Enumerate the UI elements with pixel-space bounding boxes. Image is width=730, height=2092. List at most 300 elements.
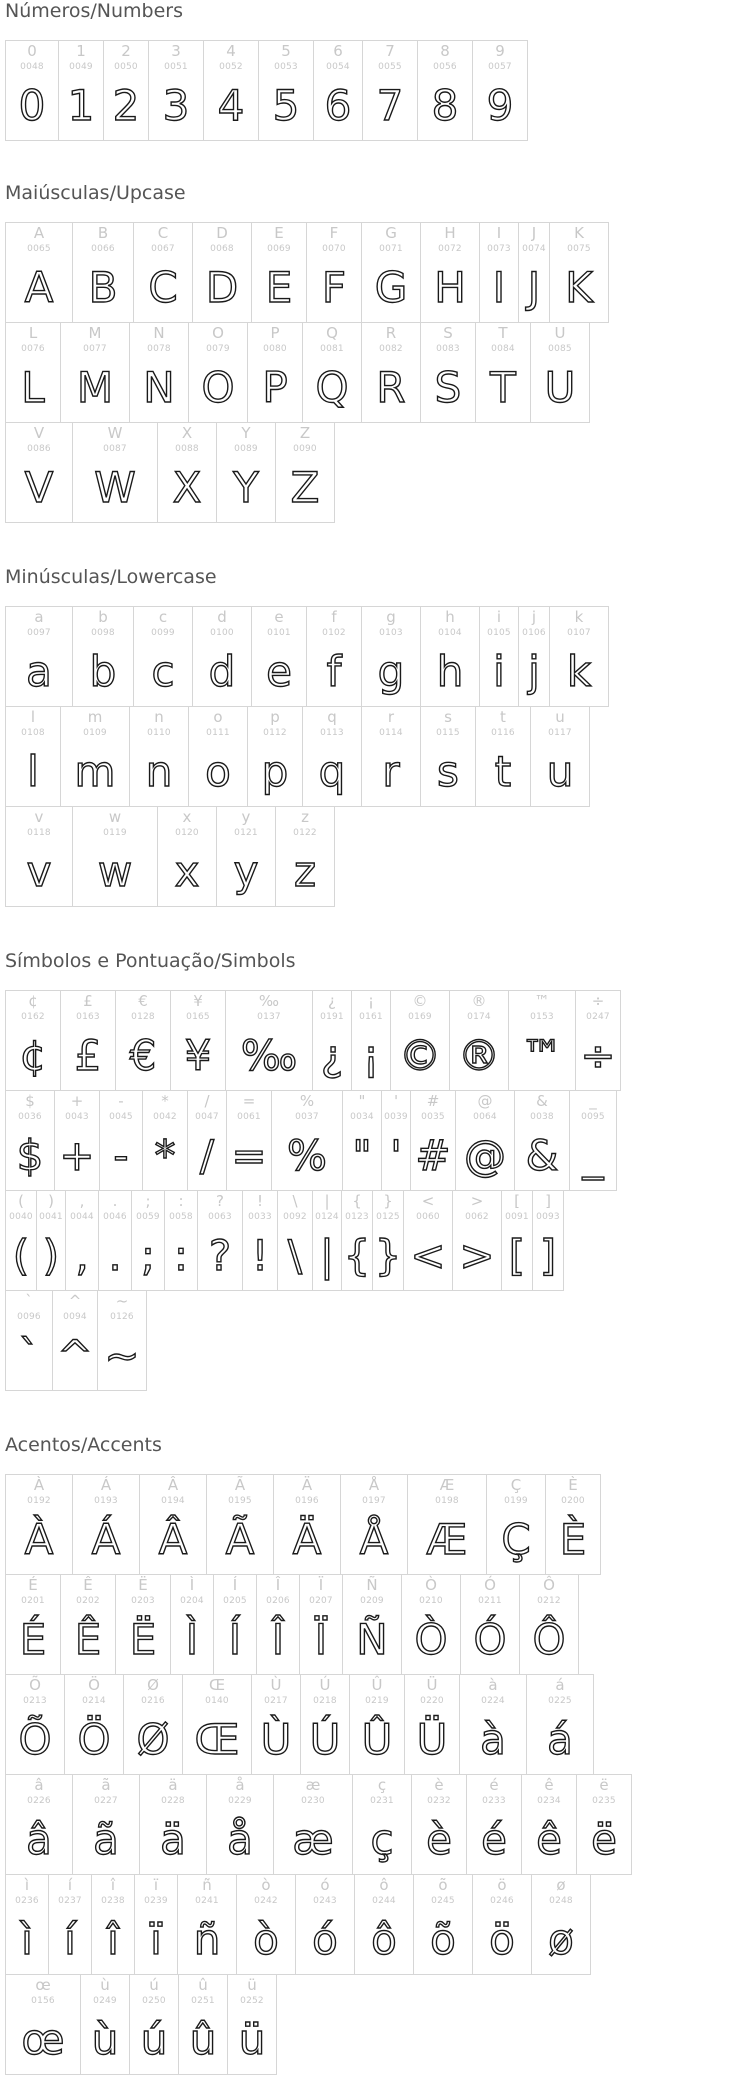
glyph-code-label: 0203 [131,1596,155,1606]
glyph-character-label: ï [153,1876,159,1894]
glyph-cell [133,606,193,707]
glyph-code-label: 0246 [490,1896,514,1906]
glyph-cell [472,40,528,141]
glyph-character-label: 0 [27,42,37,60]
glyph-code-label: 0247 [586,1012,610,1022]
glyph-character-label: Y [241,424,251,442]
glyph-sample: Z [290,463,320,512]
glyph-character-label: ? [216,1192,224,1210]
glyph-cell [299,1574,343,1675]
glyph-cell [403,1190,453,1291]
glyph-cell [115,990,171,1091]
glyph-sample: } [374,1231,402,1280]
glyph-cell [5,990,61,1091]
glyph-cell [192,606,252,707]
glyph-cell [472,1874,532,1975]
glyph-code-label: 0217 [264,1696,288,1706]
glyph-character-label: Â [167,1476,179,1494]
glyph-cell [545,1474,601,1575]
glyph-character-label: \ [292,1192,298,1210]
glyph-sample: ` [18,1331,40,1380]
glyph-character-label: H [444,224,456,242]
glyph-cell [275,806,335,907]
glyph-character-label: ë [599,1776,609,1794]
glyph-character-label: J [531,224,537,242]
glyph-cell [91,1874,135,1975]
glyph-sample: O [201,363,235,412]
glyph-sample: # [415,1131,451,1180]
glyph-character-label: n [154,708,164,726]
glyph-character-label: û [198,1976,208,1994]
glyph-character-label: ò [261,1876,271,1894]
glyph-cell [417,40,473,141]
glyph-cell [479,222,519,323]
glyph-code-label: 0049 [69,62,93,72]
glyph-character-label: Õ [29,1676,41,1694]
glyph-cell [177,1874,237,1975]
glyph-cell [52,1290,98,1391]
glyph-code-label: 0052 [219,62,243,72]
glyph-cell [170,1574,214,1675]
glyph-cell [273,1474,341,1575]
glyph-sample: I [492,263,506,312]
glyph-sample: g [377,647,405,696]
glyph-row [5,1290,620,1391]
glyph-sample: È [559,1515,587,1564]
glyph-character-label: 3 [171,42,181,60]
glyph-code-label: 0098 [91,628,115,638]
glyph-sample: ì [21,1915,33,1964]
glyph-cell [372,1190,404,1291]
glyph-code-label: 0229 [228,1796,252,1806]
glyph-character-label: ú [149,1976,159,1994]
glyph-sample: n [145,747,173,796]
glyph-code-label: 0224 [481,1696,505,1706]
glyph-sample: _ [582,1131,604,1180]
glyph-character-label: Á [100,1476,112,1494]
glyph-cell [277,1190,313,1291]
glyph-sample: < [410,1231,446,1280]
glyph-code-label: 0125 [376,1212,400,1222]
glyph-cell [72,1774,140,1875]
glyph-code-label: 0212 [537,1596,561,1606]
glyph-code-label: 0073 [487,244,511,254]
glyph-character-label: c [158,608,168,626]
glyph-cell [362,40,418,141]
glyph-character-label: X [181,424,193,442]
glyph-cell [271,1090,343,1191]
glyph-sample: ® [458,1031,500,1080]
glyph-sample: ¥ [184,1031,212,1080]
glyph-sample: Å [359,1515,389,1564]
glyph-cell [213,1574,257,1675]
glyph-cell [530,706,590,807]
glyph-sample: G [374,263,408,312]
glyph-character-label: Æ [439,1476,455,1494]
glyph-code-label: 0062 [465,1212,489,1222]
glyph-sample: Ö [77,1715,111,1764]
glyph-code-label: 0089 [234,444,258,454]
glyph-character-label: u [555,708,565,726]
glyph-cell [203,40,259,141]
glyph-character-label: O [212,324,224,342]
glyph-code-label: 0085 [548,344,572,354]
glyph-code-label: 0194 [161,1496,185,1506]
glyph-cell [514,1090,570,1191]
glyph-code-label: 0219 [365,1696,389,1706]
glyph-cell [72,222,134,323]
glyph-character-label: 5 [281,42,291,60]
glyph-character-label: ¥ [193,992,203,1010]
glyph-row [5,422,608,523]
glyph-character-label: ™ [534,992,550,1010]
glyph-character-label: 7 [385,42,395,60]
glyph-cell [98,1190,132,1291]
glyph-cell [420,322,476,423]
glyph-code-label: 0123 [345,1212,369,1222]
glyph-character-label: Ä [301,1476,313,1494]
glyph-cell [349,1674,405,1775]
glyph-code-label: 0058 [169,1212,193,1222]
glyph-sample: ø [548,1915,574,1964]
glyph-sample: Ñ [356,1615,388,1664]
glyph-character-label: 2 [121,42,131,60]
glyph-code-label: 0053 [274,62,298,72]
glyph-code-label: 0045 [109,1112,133,1122]
glyph-character-label: : [178,1192,184,1210]
glyph-cell [518,222,550,323]
glyph-sample: , [75,1231,89,1280]
glyph-cell [413,1874,473,1975]
glyph-character-label: Å [368,1476,380,1494]
glyph-sample: á [547,1715,573,1764]
glyph-character-label: Ø [147,1676,159,1694]
glyph-sample: P [262,363,288,412]
glyph-code-label: 0218 [313,1696,337,1706]
glyph-cell [72,806,158,907]
glyph-code-label: 0243 [313,1896,337,1906]
glyph-character-label: è [434,1776,444,1794]
glyph-character-label: A [33,224,45,242]
glyph-sample: Æ [426,1515,468,1564]
glyph-cell [54,1090,100,1191]
glyph-rows [5,606,608,907]
glyph-code-label: 0216 [141,1696,165,1706]
glyph-code-label: 0046 [103,1212,127,1222]
glyph-character-label: ü [247,1976,257,1994]
glyph-sample: o [205,747,231,796]
glyph-cell [549,222,609,323]
glyph-cell [302,706,362,807]
glyph-code-label: 0201 [21,1596,45,1606]
glyph-code-label: 0235 [592,1796,616,1806]
glyph-cell [5,1674,65,1775]
glyph-code-label: 0124 [315,1212,339,1222]
glyph-sample: Õ [18,1715,52,1764]
glyph-character-label: Ì [189,1576,195,1594]
glyph-code-label: 0034 [350,1112,374,1122]
glyph-character-label: ø [556,1876,566,1894]
glyph-character-label: m [87,708,103,726]
section-title: Minúsculas/Lowercase [5,566,217,588]
glyph-cell [519,1574,579,1675]
glyph-code-label: 0210 [419,1596,443,1606]
glyph-cell [300,1674,350,1775]
glyph-character-label: í [67,1876,73,1894]
glyph-code-label: 0113 [320,728,344,738]
glyph-character-label: z [301,808,309,826]
glyph-cell [306,606,362,707]
glyph-cell [60,990,116,1091]
glyph-character-label: + [70,1092,84,1110]
glyph-sample: ä [160,1815,186,1864]
glyph-character-label: Œ [208,1676,226,1694]
glyph-character-label: G [385,224,397,242]
glyph-character-label: & [536,1092,548,1110]
glyph-code-label: 0080 [263,344,287,354]
glyph-character-label: _ [589,1092,597,1110]
glyph-sample: Ú [309,1715,341,1764]
glyph-cell [361,322,421,423]
glyph-cell [475,706,531,807]
glyph-code-label: 0137 [257,1012,281,1022]
glyph-code-label: 0095 [581,1112,605,1122]
section-title: Maiúsculas/Upcase [5,182,186,204]
glyph-code-label: 0060 [416,1212,440,1222]
glyph-sample: £ [74,1031,102,1080]
glyph-sample: $ [16,1131,44,1180]
glyph-cell [531,1874,591,1975]
glyph-cell [115,1574,171,1675]
glyph-code-label: 0169 [408,1012,432,1022]
glyph-character-label: h [445,608,455,626]
glyph-character-label: ó [320,1876,330,1894]
glyph-sample: Ë [129,1615,157,1664]
glyph-character-label: Ñ [366,1576,378,1594]
glyph-sample: Ï [314,1615,328,1664]
glyph-sample: Œ [194,1715,240,1764]
glyph-character-label: i [496,608,502,626]
glyph-code-label: 0043 [65,1112,89,1122]
glyph-cell [72,1474,140,1575]
glyph-row [5,222,608,323]
section-title: Acentos/Accents [5,1434,162,1456]
glyph-character-label: Ò [425,1576,437,1594]
glyph-cell [340,1474,408,1575]
glyph-code-label: 0214 [82,1696,106,1706]
glyph-sample: € [129,1031,157,1080]
glyph-sample: Û [361,1715,393,1764]
glyph-sample: ö [489,1915,515,1964]
glyph-character-label: < [421,1192,435,1210]
glyph-cell [275,422,335,523]
glyph-cell [420,706,476,807]
glyph-character-label: ¡ [367,992,374,1010]
glyph-sample: R [376,363,406,412]
glyph-character-label: ñ [202,1876,212,1894]
glyph-character-label: Z [299,424,311,442]
glyph-cell [225,990,313,1091]
glyph-code-label: 0205 [223,1596,247,1606]
glyph-character-label: o [213,708,223,726]
glyph-code-label: 0055 [378,62,402,72]
glyph-character-label: Ë [138,1576,148,1594]
glyph-sample: p [261,747,289,796]
glyph-cell [72,422,158,523]
glyph-character-label: x [182,808,192,826]
glyph-sample: Ê [74,1615,102,1664]
glyph-sample: Ì [185,1615,199,1664]
glyph-code-label: 0195 [228,1496,252,1506]
glyph-rows [5,40,527,141]
glyph-cell [187,1090,227,1191]
glyph-code-label: 0118 [27,828,51,838]
glyph-cell [251,1674,301,1775]
glyph-sample: ) [42,1231,60,1280]
glyph-sample: 7 [376,81,404,130]
glyph-sample: 1 [67,81,95,130]
glyph-sample: æ [292,1815,334,1864]
glyph-sample: a [26,647,52,696]
glyph-character-label: D [216,224,228,242]
glyph-cell [216,422,276,523]
glyph-sample: y [233,847,259,896]
glyph-character-label: 4 [226,42,236,60]
glyph-cell [313,40,363,141]
glyph-code-label: 0041 [39,1212,63,1222]
glyph-cell [5,1290,53,1391]
glyph-row [5,1874,631,1975]
glyph-sample: v [26,847,52,896]
glyph-sample: | [319,1231,335,1280]
glyph-code-label: 0199 [504,1496,528,1506]
glyph-cell [164,1190,198,1291]
glyph-character-label: w [108,808,122,826]
glyph-character-label: F [329,224,339,242]
glyph-cell [97,1290,147,1391]
glyph-code-label: 0248 [549,1896,573,1906]
glyph-cell [60,1574,116,1675]
glyph-cell [72,606,134,707]
glyph-code-label: 0197 [362,1496,386,1506]
glyph-character-label: 8 [440,42,450,60]
glyph-sample: @ [464,1131,506,1180]
glyph-code-label: 0074 [522,244,546,254]
glyph-code-label: 0251 [191,1996,215,2006]
glyph-cell [486,1474,546,1575]
glyph-character-label: ÷ [591,992,605,1010]
glyph-cell [342,1090,382,1191]
glyph-character-label: $ [25,1092,35,1110]
glyph-code-label: 0075 [567,244,591,254]
glyph-character-label: ^ [68,1292,82,1310]
glyph-code-label: 0161 [359,1012,383,1022]
glyph-code-label: 0109 [83,728,107,738]
glyph-character-label: à [488,1676,498,1694]
glyph-sample: 4 [217,81,245,130]
glyph-sample: ~ [104,1331,140,1380]
glyph-row [5,706,608,807]
glyph-code-label: 0233 [482,1796,506,1806]
glyph-character-label: q [327,708,337,726]
glyph-row [5,1674,631,1775]
glyph-code-label: 0108 [21,728,45,738]
glyph-code-label: 0069 [267,244,291,254]
glyph-character-label: e [274,608,284,626]
glyph-character-label: | [324,1192,330,1210]
glyph-sample: X [172,463,202,512]
glyph-character-label: œ [35,1976,51,1994]
glyph-code-label: 0237 [58,1896,82,1906]
glyph-character-label: 6 [333,42,343,60]
glyph-sample: m [74,747,116,796]
glyph-sample: ; [140,1231,156,1280]
glyph-cell [302,322,362,423]
glyph-sample: W [94,463,136,512]
glyph-character-label: ! [256,1192,263,1210]
glyph-cell [273,1774,353,1875]
glyph-sample: [ [508,1231,526,1280]
glyph-rows [5,222,608,523]
glyph-code-label: 0087 [103,444,127,454]
glyph-sample: i [493,647,505,696]
glyph-row [5,606,608,707]
glyph-code-label: 0207 [309,1596,333,1606]
glyph-cell [129,1974,179,2075]
glyph-cell [508,990,576,1091]
glyph-sample: ê [536,1815,562,1864]
glyph-sample: A [24,263,54,312]
glyph-code-label: 0226 [27,1796,51,1806]
glyph-character-label: ‰ [258,992,280,1010]
glyph-cell [532,1190,564,1291]
glyph-sample: Y [233,463,259,512]
glyph-cell [341,1190,373,1291]
glyph-sample: u [546,747,574,796]
glyph-sample: J [527,263,541,312]
glyph-sample: ‰ [240,1031,298,1080]
glyph-character-label: € [138,992,148,1010]
glyph-sample: ü [238,2015,266,2064]
glyph-sample: = [231,1131,267,1180]
glyph-character-label: P [270,324,280,342]
glyph-sample: Î [271,1615,285,1664]
glyph-sample: â [26,1815,52,1864]
glyph-code-label: 0115 [436,728,460,738]
glyph-sample: Ô [532,1615,566,1664]
glyph-character-label: ; [145,1192,151,1210]
glyph-sample: F [321,263,347,312]
glyph-sample: Ò [414,1615,448,1664]
glyph-sample: f [326,647,342,696]
glyph-sample: x [174,847,200,896]
glyph-cell [216,806,276,907]
glyph-cell [530,322,590,423]
glyph-sample: å [227,1815,253,1864]
glyph-sample: L [21,363,45,412]
glyph-code-label: 0112 [263,728,287,738]
glyph-code-label: 0103 [379,628,403,638]
glyph-cell [306,222,362,323]
glyph-sample: Ó [473,1615,507,1664]
glyph-code-label: 0084 [491,344,515,354]
glyph-character-label: R [385,324,397,342]
glyph-code-label: 0110 [147,728,171,738]
glyph-cell [521,1774,577,1875]
glyph-character-label: £ [83,992,93,1010]
glyph-row [5,990,620,1091]
glyph-cell [5,1974,81,2075]
